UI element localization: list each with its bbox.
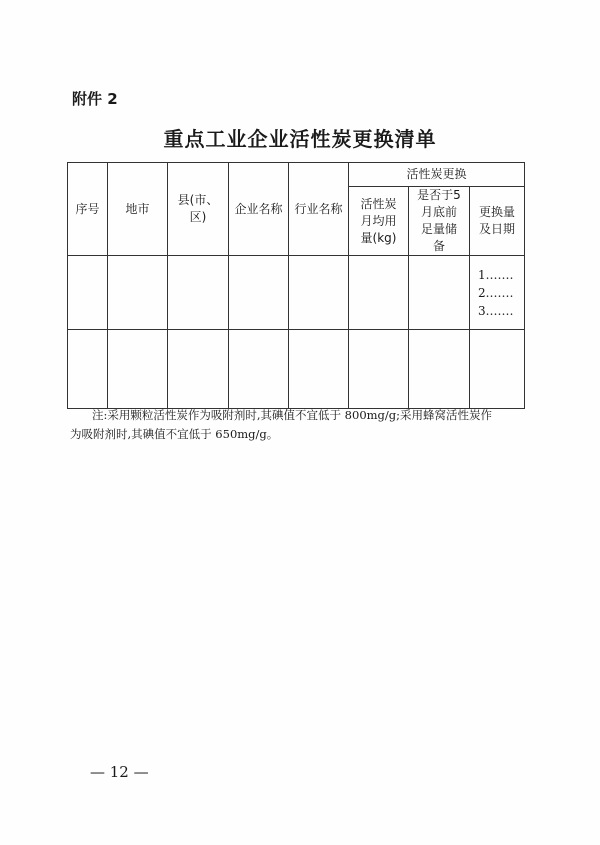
table-row (68, 330, 525, 409)
header-carbon-replacement: 活性炭更换 (349, 163, 525, 187)
header-city: 地市 (108, 163, 168, 256)
page-number: — 12 — (90, 763, 149, 781)
header-index: 序号 (68, 163, 108, 256)
table-row (68, 256, 525, 330)
note-line-2: 为吸附剂时,其碘值不宜低于 650mg/g。 (70, 427, 279, 441)
list-item: 1.…… (478, 267, 514, 282)
header-monthly-usage: 活性炭月均用量(kg) (349, 187, 409, 256)
list-item: 2.…… (478, 285, 514, 300)
carbon-replacement-table (67, 162, 525, 409)
header-replacement-date: 更换量及日期 (470, 187, 525, 256)
page-title: 重点工业企业活性炭更换清单 (163, 127, 437, 151)
attachment-label: 附件 2 (72, 90, 118, 108)
replacement-entries-cell (470, 256, 525, 330)
list-item: 3.…… (478, 303, 514, 318)
header-county: 县(市、区) (168, 163, 229, 256)
header-company-name: 企业名称 (229, 163, 289, 256)
header-reserve-status: 是否于5月底前足量储备 (409, 187, 470, 256)
table-note (70, 406, 525, 444)
note-line-1: 注:采用颗粒活性炭作为吸附剂时,其碘值不宜低于 800mg/g;采用蜂窝活性炭作 (92, 408, 493, 422)
header-industry-name: 行业名称 (289, 163, 349, 256)
